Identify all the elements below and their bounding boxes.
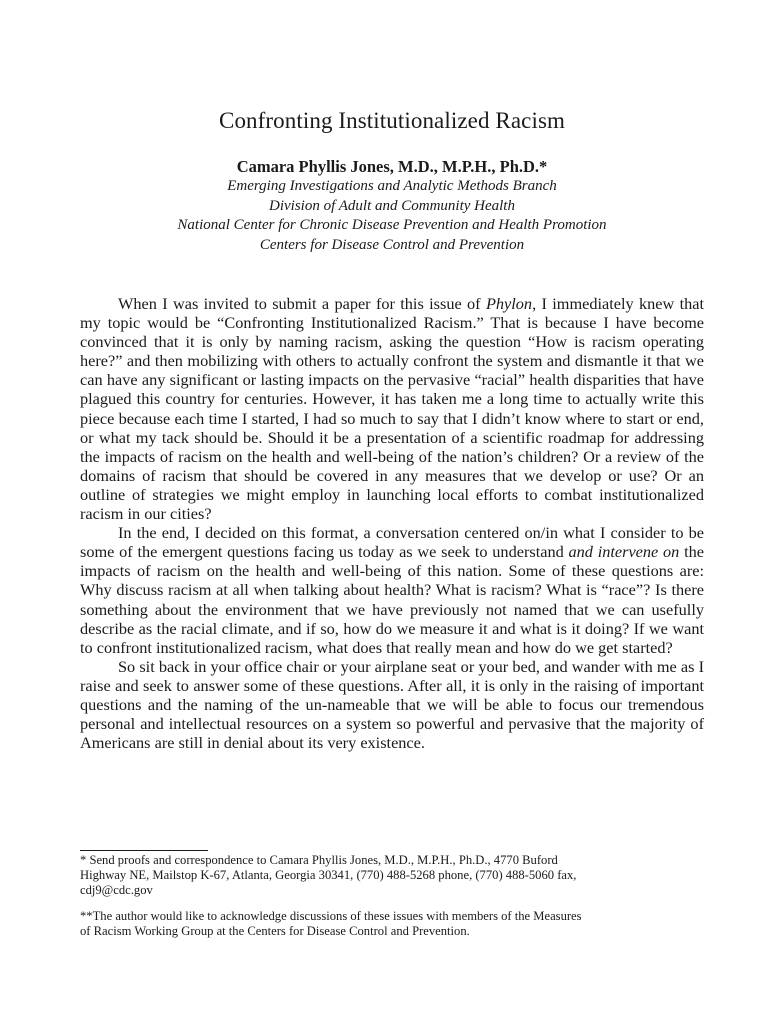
article-body <box>80 294 704 752</box>
author-name: Camara Phyllis Jones, M.D., M.P.H., Ph.D.* <box>236 157 548 176</box>
affiliation-branch: Emerging Investigations and Analytic Methods Branch <box>227 178 557 194</box>
footnote-divider <box>80 850 208 851</box>
footnote-correspondence: * Send proofs and correspondence to Camara Phyllis Jones, M.D., M.P.H., Ph.D., 4770 Buford Highway NE, Mailstop K-67, Atlanta, Georgia 30341, (770) 488-5268 phone, (770) 488-5060 fax, cdj9@cdc.gov <box>80 853 704 899</box>
body-paragraph: So sit back in your office chair or your airplane seat or your bed, and wander with me as I raise and seek to answer some of these questions. After all, it is only in the raising of important questions and the naming of the un-nameable that we will be able to focus our tremendous personal and intellectual resources on a system so powerful and pervasive that the majority of Americans are still in denial about its very existence. <box>80 656 704 753</box>
body-paragraph: In the end, I decided on this format, a conversation centered on/in what I consider to be some of the emergent questions facing us today as we seek to understand and intervene on the impacts of racism on the health and well-being of this nation. Some of these questions are: Why discuss racism at all when talking about health? What is racism? What is “race”? Is there something about the environment that we have previously not named that we can usefully describe as the racial climate, and if so, how do we measure it and what is it doing? If we want to confront institutionalized racism, what does that really mean and how do we get started? <box>80 523 704 657</box>
affiliation-agency: Centers for Disease Control and Prevention <box>259 236 525 253</box>
article-title: Confronting Institutionalized Racism <box>219 108 565 133</box>
journal-name: Phylon <box>485 294 533 313</box>
emphasis-text: and intervene on <box>568 542 680 562</box>
affiliation-center: National Center for Chronic Disease Prevention and Health Promotion <box>177 217 607 234</box>
affiliation-division: Division of Adult and Community Health <box>269 197 515 214</box>
body-paragraph: When I was invited to submit a paper for this issue of Phylon, I immediately knew that my topic would be “Confronting Institutionalized Racism.” That is because I have become convinced that it is only by naming racism, asking the question “How is racism operating here?” and then mobilizing with others to actually confront the system and dismantle it that we can have any significant or lasting impacts on the pervasive “racial” health disparities that have plagued this country for centuries. However, it has taken me a long time to actually write this piece because each time I started, I had so much to say that I didn’t know where to start or end, or what my tack should be. Should it be a presentation of a scientific roadmap for addressing the impacts of racism on the health and well-being of the nation’s children? Or a review of the domains of racism that should be covered in any measures that we develop or use? Or an outline of strategies we might employ in launching local efforts to combat institutionalized racism in our cities? <box>80 294 704 524</box>
byline <box>80 157 704 255</box>
email-address: cdj9@cdc.gov <box>80 883 153 898</box>
footnote-acknowledgment: **The author would like to acknowledge discussions of these issues with members of the Measures of Racism Working Group at the Centers for Disease Control and Prevention. <box>80 909 582 939</box>
